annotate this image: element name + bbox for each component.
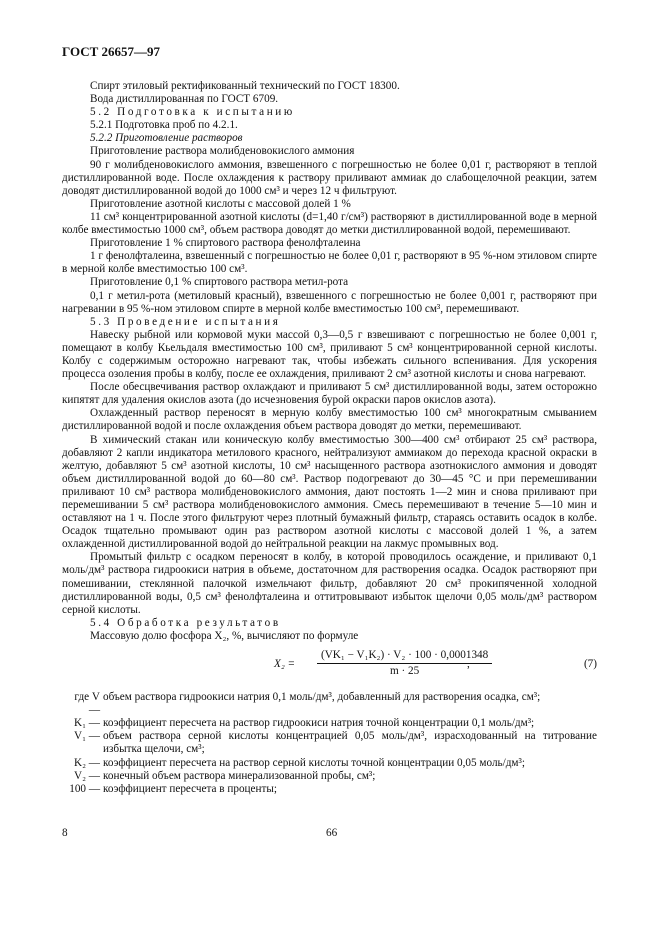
paragraph: Приготовление 0,1 % спиртового раствора метил-рота (90, 276, 349, 289)
paragraph: 5.2 Подготовка к испытанию (90, 106, 295, 119)
paragraph: 5.2.2 Приготовление растворов (90, 132, 243, 145)
definition-text: коэффициент пересчета на раствор серной кислоты точной концентрации 0,05 моль/дм³; (103, 756, 525, 769)
formula-number: (7) (583, 658, 597, 671)
definition-item (62, 770, 597, 783)
document-body (62, 80, 597, 796)
page-number-center: 66 (326, 827, 338, 839)
paragraph: Навеску рыбной или кормовой муки массой 0,3—0,5 г взвешивают с погрешностью не более 0,001 г, помещают в колбу Кьельдаля вместимостью 100 см³, приливают 5 см³ концентрированной серной кислоты. Колбу с содержимым осторожно нагревают так, чтобы избежать сильного вспенивания. Для ускорения процесса озоления пробы в колбу, после ее охлаждения, приливают 2 см³ азотной кислоты и снова нагревают. (62, 328, 597, 381)
formula-numerator: (VK₁ − V₁K₂) · V₂ · 100 · 0,0001348 (317, 649, 492, 664)
paragraph: 90 г молибденовокислого аммония, взвешенного с погрешностью не более 0,01 г, растворяют в теплой дистиллированной воде. После охлаждения к раствору приливают аммиак до слабощелочной реакции, затем доводят дистиллированной водой до 1000 см³ и через 12 ч фильтруют. (62, 158, 597, 197)
formula-denominator: m · 25 (390, 665, 420, 678)
paragraph: 1 г фенолфталеина, взвешенный с погрешностью не более 0,01 г, растворяют в 95 %-ном этиловом спирте в мерной колбе вместимостью 100 см³. (62, 250, 597, 276)
definition-item (62, 757, 597, 770)
definition-symbol: K₁ — (74, 717, 100, 730)
formula-lhs: X₂ = (274, 658, 296, 671)
text-block (62, 80, 597, 643)
page-number-left: 8 (62, 827, 68, 839)
paragraph: 5.3 Проведение испытания (90, 315, 281, 328)
formula-comma: , (467, 658, 470, 671)
definition-symbol: где V — (74, 691, 100, 717)
definition-text: коэффициент пересчета на раствор гидроокиси натрия точной концентрации 0,1 моль/дм³; (103, 717, 535, 730)
definition-item (62, 730, 597, 756)
paragraph: Приготовление азотной кислоты с массовой долей 1 % (90, 197, 351, 210)
definitions-list (62, 691, 597, 796)
paragraph: Вода дистиллированная по ГОСТ 6709. (90, 93, 279, 106)
document-code: ГОСТ 26657—97 (62, 44, 161, 59)
paragraph: Спирт этиловый ректификованный технический по ГОСТ 18300. (90, 80, 400, 92)
definition-text: объем раствора гидроокиси натрия 0,1 моль/дм³, добавленный для растворения осадка, см³; (103, 691, 541, 704)
paragraph: После обесцвечивания раствор охлаждают и приливают 5 см³ дистиллированной воды, затем осторожно кипятят для удаления окислов азота (до исчезновения бурой окраски паров окислов азота). (62, 381, 597, 407)
definition-item (62, 783, 597, 796)
paragraph: Охлажденный раствор переносят в мерную колбу вместимостью 100 см³ многократным смыванием дистиллированной водой и после охлаждения объем раствора доводят до метки, перемешивают. (62, 407, 597, 433)
paragraph: Приготовление раствора молибденовокислого аммония (90, 145, 355, 158)
paragraph: 5.2.1 Подготовка проб по 4.2.1. (90, 119, 238, 132)
definition-item (62, 691, 597, 717)
definition-symbol: 100 — (69, 782, 100, 795)
paragraph: 5.4 Обработка результатов (90, 616, 281, 629)
formula-fraction (317, 649, 492, 678)
definition-symbol: K₂ — (74, 756, 100, 769)
paragraph: Массовую долю фосфора X₂, %, вычисляют по формуле (90, 629, 359, 642)
paragraph: Промытый фильтр с осадком переносят в колбу, в которой проводилось осаждение, и приливают 0,1 моль/дм³ раствора гидроокиси натрия в объеме, достаточном для растворения осадка. Осадок растворяют при помешивании, стеклянной палочкой измельчают фильтр, добавляют 20 см³ прокипяченной холодной дистиллированной воды, 0,5 см³ фенолфталеина и оттитровывают избыток щелочи 0,05 моль/дм³ раствором серной кислоты. (62, 551, 597, 616)
paragraph: Приготовление 1 % спиртового раствора фенолфталеина (90, 237, 361, 250)
definition-text: конечный объем раствора минерализованной пробы, см³; (103, 769, 376, 782)
paragraph: 11 см³ концентрированной азотной кислоты (d=1,40 г/см³) растворяют в дистиллированной воде в мерной колбе вместимостью 1000 см³, объем раствора доводят до метки дистиллированной водой, перемешивают. (62, 210, 597, 237)
paragraph: В химический стакан или коническую колбу вместимостью 300—400 см³ отбирают 25 см³ раствора, добавляют 2 капли индикатора метилового красного, нейтрализуют аммиаком до перехода красной окраски в желтую, добавляют 5 см³ азотной кислоты, 10 см³ насыщенного раствора азотнокислого аммония и доводят объем дистиллированной водой до 60—80 см³. Раствор подогревают до 30—45 °С и при перемешивании приливают 10 см³ раствора молибденовокислого аммония, дают постоять 1—2 мин и снова приливают при перемешивании 5 см³ раствора молибденовокислого аммония. Смесь перемешивают в течение 5—10 мин и оставляют на 1 ч. После этого фильтруют через плотный бумажный фильтр, стараясь оставить осадок в колбе. Осадок тщательно промывают один раз раствором азотной кислоты с массовой долей 1 %, а затем охлажденной дистиллированной водой до нейтральной реакции на лакмус промывных вод. (62, 433, 597, 551)
definition-symbol: V₁ — (74, 730, 100, 743)
definition-text: коэффициент пересчета в проценты; (103, 782, 277, 795)
paragraph: 0,1 г метил-рота (метиловый красный), взвешенного с погрешностью не более 0,001 г, растворяют при нагревании в 95 %-ном этиловом спирте в мерной колбе вместимостью 100 см³, перемешивают. (62, 289, 597, 315)
definition-symbol: V₂ — (74, 769, 100, 782)
definition-item (62, 717, 597, 730)
formula-7 (62, 649, 597, 681)
definition-text: объем раствора серной кислоты концентрацией 0,05 моль/дм³, израсходованный на титрование избытка щелочи, см³; (103, 730, 597, 756)
